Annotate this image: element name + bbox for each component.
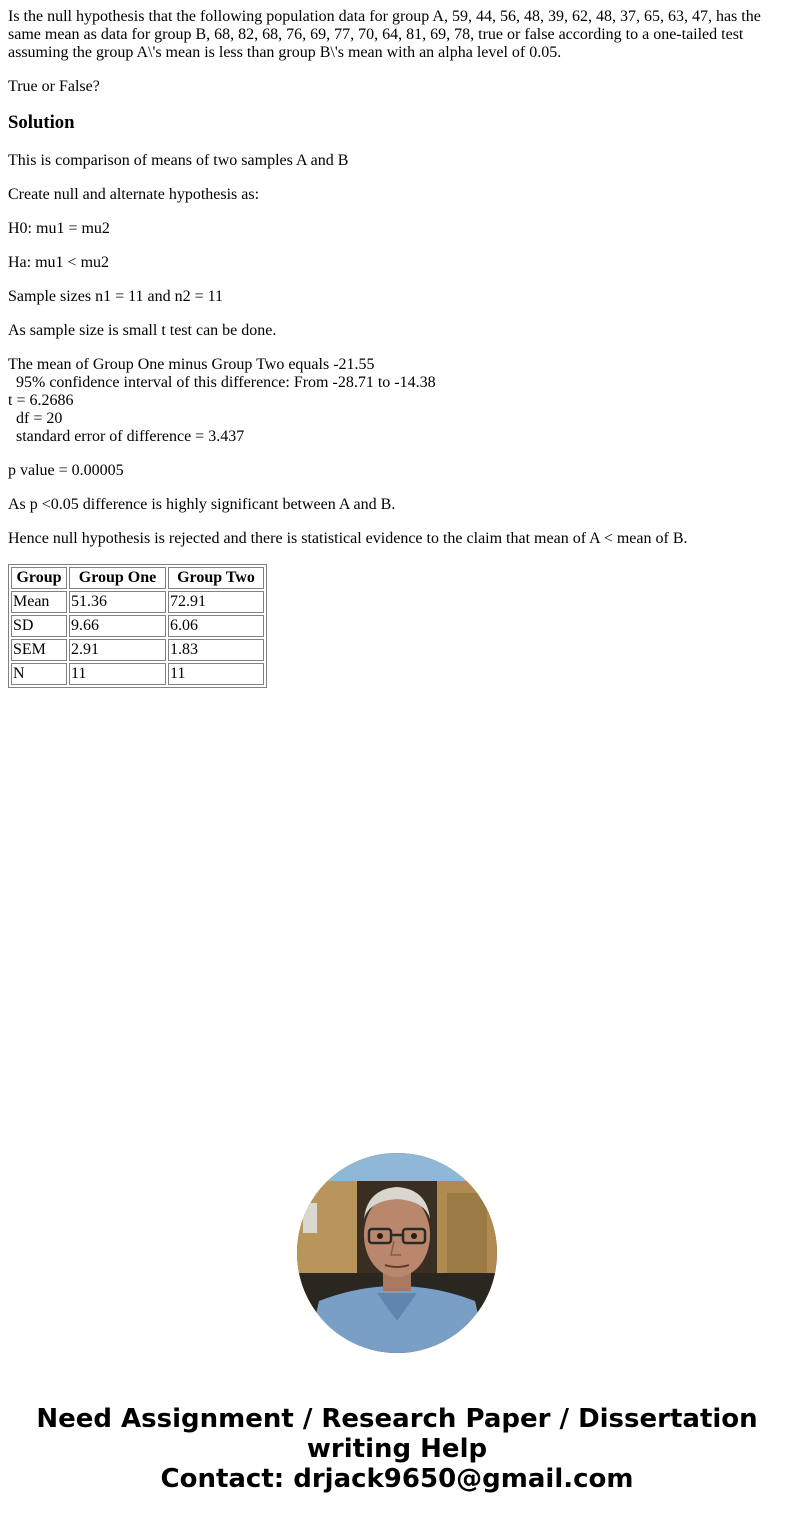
table-header-cell: Group Two (168, 567, 264, 589)
p-value: p value = 0.00005 (8, 462, 124, 479)
group-statistics-table (8, 564, 267, 688)
t-test-results (8, 356, 786, 446)
t-statistic: t = 6.2686 (8, 392, 74, 409)
confidence-interval: 95% confidence interval of this difference: From -28.71 to -14.38 (16, 374, 436, 391)
alternate-hypothesis: Ha: mu1 < mu2 (8, 254, 110, 271)
question-prompt: True or False? (8, 78, 100, 95)
footer-line-2: writing Help (306, 1434, 488, 1464)
table-cell: 72.91 (168, 591, 264, 613)
footer-contact-line: Contact: drjack9650@gmail.com (160, 1464, 634, 1494)
table-header-row (11, 567, 264, 589)
degrees-of-freedom: df = 20 (16, 410, 63, 427)
mean-difference: The mean of Group One minus Group Two equals -21.55 (8, 356, 375, 373)
table-cell: N (11, 663, 67, 685)
tutor-avatar (297, 1153, 497, 1353)
tutor-portrait (297, 1153, 497, 1353)
test-choice: As sample size is small t test can be done. (8, 322, 277, 339)
footer-line-1: Need Assignment / Research Paper / Dissertation (36, 1404, 758, 1434)
hypothesis-intro: Create null and alternate hypothesis as: (8, 186, 260, 203)
table-cell: 1.83 (168, 639, 264, 661)
solution-intro: This is comparison of means of two samples A and B (8, 152, 349, 169)
table-cell: 11 (168, 663, 264, 685)
table-header-cell: Group One (69, 567, 166, 589)
solution-document (8, 8, 786, 688)
standard-error: standard error of difference = 3.437 (16, 428, 245, 445)
table-cell: SEM (11, 639, 67, 661)
table-row (11, 591, 264, 613)
table-cell: 51.36 (69, 591, 166, 613)
solution-heading: Solution (8, 112, 75, 133)
table-row (11, 663, 264, 685)
table-cell: 2.91 (69, 639, 166, 661)
table-cell: 11 (69, 663, 166, 685)
table-row (11, 615, 264, 637)
contact-footer (0, 1404, 794, 1494)
table-cell: 9.66 (69, 615, 166, 637)
table-row (11, 639, 264, 661)
sample-sizes: Sample sizes n1 = 11 and n2 = 11 (8, 288, 224, 305)
table-cell: Mean (11, 591, 67, 613)
null-hypothesis: H0: mu1 = mu2 (8, 220, 110, 237)
conclusion: Hence null hypothesis is rejected and there is statistical evidence to the claim that mean of A < mean of B. (8, 530, 688, 547)
table-cell: SD (11, 615, 67, 637)
table-header-cell: Group (11, 567, 67, 589)
table-cell: 6.06 (168, 615, 264, 637)
question-text: Is the null hypothesis that the following population data for group A, 59, 44, 56, 48, 39, 62, 48, 37, 65, 63, 47, has the same mean as data for group B, 68, 82, 68, 76, 69, 77, 70, 64, 81, 69, 78, true or false according to a one-tailed test assuming the group A\'s mean is less than group B\'s mean with an alpha level of 0.05. (8, 8, 761, 61)
significance-statement: As p <0.05 difference is highly significant between A and B. (8, 496, 396, 513)
